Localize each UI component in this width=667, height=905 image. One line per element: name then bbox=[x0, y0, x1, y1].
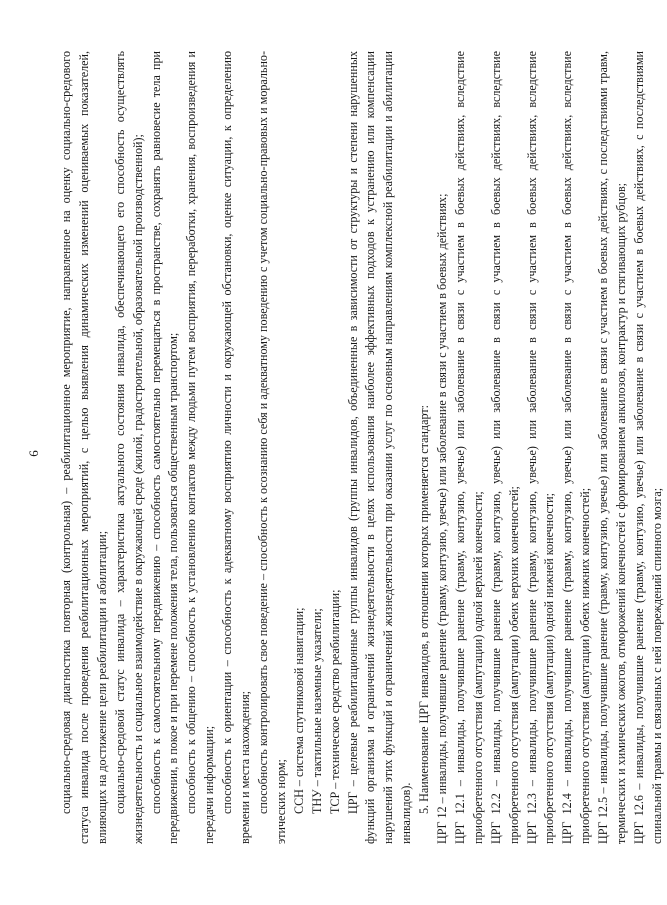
paragraph-repeat-diagnostics: социально-средовая диагностика повторная (контрольная) – реабилитационное мероприятие, направленное на оценку социально-средового статуса инвалида после проведения реабилитационных мероприятий, с целью выявления динамических изменений оцениваемых показателей, влияющих на достижение цели реабилитации и абилитации; bbox=[59, 50, 109, 844]
crg-12-4: ЦРГ 12.4 – инвалиды, получившие ранение (травму, контузию, увечье) или заболевание в связи с участием в боевых действиях, вследствие приобретенного отсутствия (ампутации) обеих нижних конечностей; bbox=[560, 50, 593, 844]
abbreviation-crg: ЦРГ – целевые реабилитационные группы инвалидов (группы инвалидов, объединенные в зависимости от структуры и степени нарушенных функций организма и ограничений жизнедеятельности в целях использования наиболее эффективных подходов к устранению или компенсации нарушений этих функций и ограничений жизнедеятельности при оказании услуг по основным направлениям комплексной реабилитации и абилитации инвалидов). bbox=[345, 50, 414, 844]
paragraph-communication: способность к общению – способность к установлению контактов между людьми путем восприятия, переработки, хранения, воспроизведения и передачи информации; bbox=[184, 50, 217, 844]
paragraph-social-status: социально-средовой статус инвалида – характеристика актуального состояния инвалида, обеспечивающего его способность осуществлять жизнедеятельность и социальное взаимодействие в окружающей среде (жилой, градостроительной, образовательной производственной); bbox=[112, 50, 145, 844]
paragraph-orientation: способность к ориентации – способность к адекватному восприятию личности и окружающей обстановки, оценке ситуации, к определению времени и места нахождения; bbox=[220, 50, 253, 844]
rotated-document-page bbox=[23, 21, 664, 886]
crg-12-2: ЦРГ 12.2 – инвалиды, получившие ранение (травму, контузию, увечье) или заболевание в связи с участием в боевых действиях, вследствие приобретенного отсутствия (ампутации) обеих верхних конечностей; bbox=[488, 50, 521, 844]
paragraph-mobility: способность к самостоятельному передвижению – способность самостоятельно перемещаться в пространстве, сохранять равновесие тела при передвижении, в покое и при перемене положения тела, пользоваться общественным транспортом; bbox=[148, 50, 181, 844]
abbreviation-tsr: ТСР – техническое средство реабилитации; bbox=[327, 589, 342, 814]
abbreviation-ssn: ССН – система спутниковой навигации; bbox=[291, 606, 306, 814]
document-body bbox=[58, 51, 667, 844]
crg-12-6: ЦРГ 12.6 – инвалиды, получившие ранение (травму, контузию, увечье) или заболевание в связи с участием в боевых действиях, с последствиями спинальной травмы и связанных с ней повреждений спинного мозга; bbox=[632, 50, 664, 844]
paragraph-behavior-control: способность контролировать свое поведение – способность к осознанию себя и адекватному поведению с учетом социально-правовых и морально-этических норм; bbox=[255, 50, 288, 844]
crg-12: ЦРГ 12 – инвалиды, получившие ранение (травму, контузию, увечье) или заболевание в связи с участием в боевых действиях; bbox=[435, 193, 450, 844]
section-5-heading: 5. Наименование ЦРГ инвалидов, в отношении которых применяется стандарт: bbox=[417, 404, 432, 814]
crg-12-5: ЦРГ 12.5 – инвалиды, получившие ранение (травму, контузию, увечье) или заболевание в связи с участием в боевых действиях, с последствиями травм, термических и химических ожогов, отморожений конечностей с формированием анкилозов, контрактур и стягивающих рубцов; bbox=[596, 50, 629, 844]
crg-12-1: ЦРГ 12.1 – инвалиды, получившие ранение (травму, контузию, увечье) или заболевание в связи с участием в боевых действиях, вследствие приобретенного отсутствия (ампутации) одной верхней конечности; bbox=[452, 50, 485, 844]
page-number: 6 bbox=[26, 449, 41, 457]
crg-12-3: ЦРГ 12.3 – инвалиды, получившие ранение (травму, контузию, увечье) или заболевание в связи с участием в боевых действиях, вследствие приобретенного отсутствия (ампутации) одной нижней конечности; bbox=[524, 50, 557, 844]
abbreviation-tnu: ТНУ – тактильные наземные указатели; bbox=[309, 607, 324, 814]
